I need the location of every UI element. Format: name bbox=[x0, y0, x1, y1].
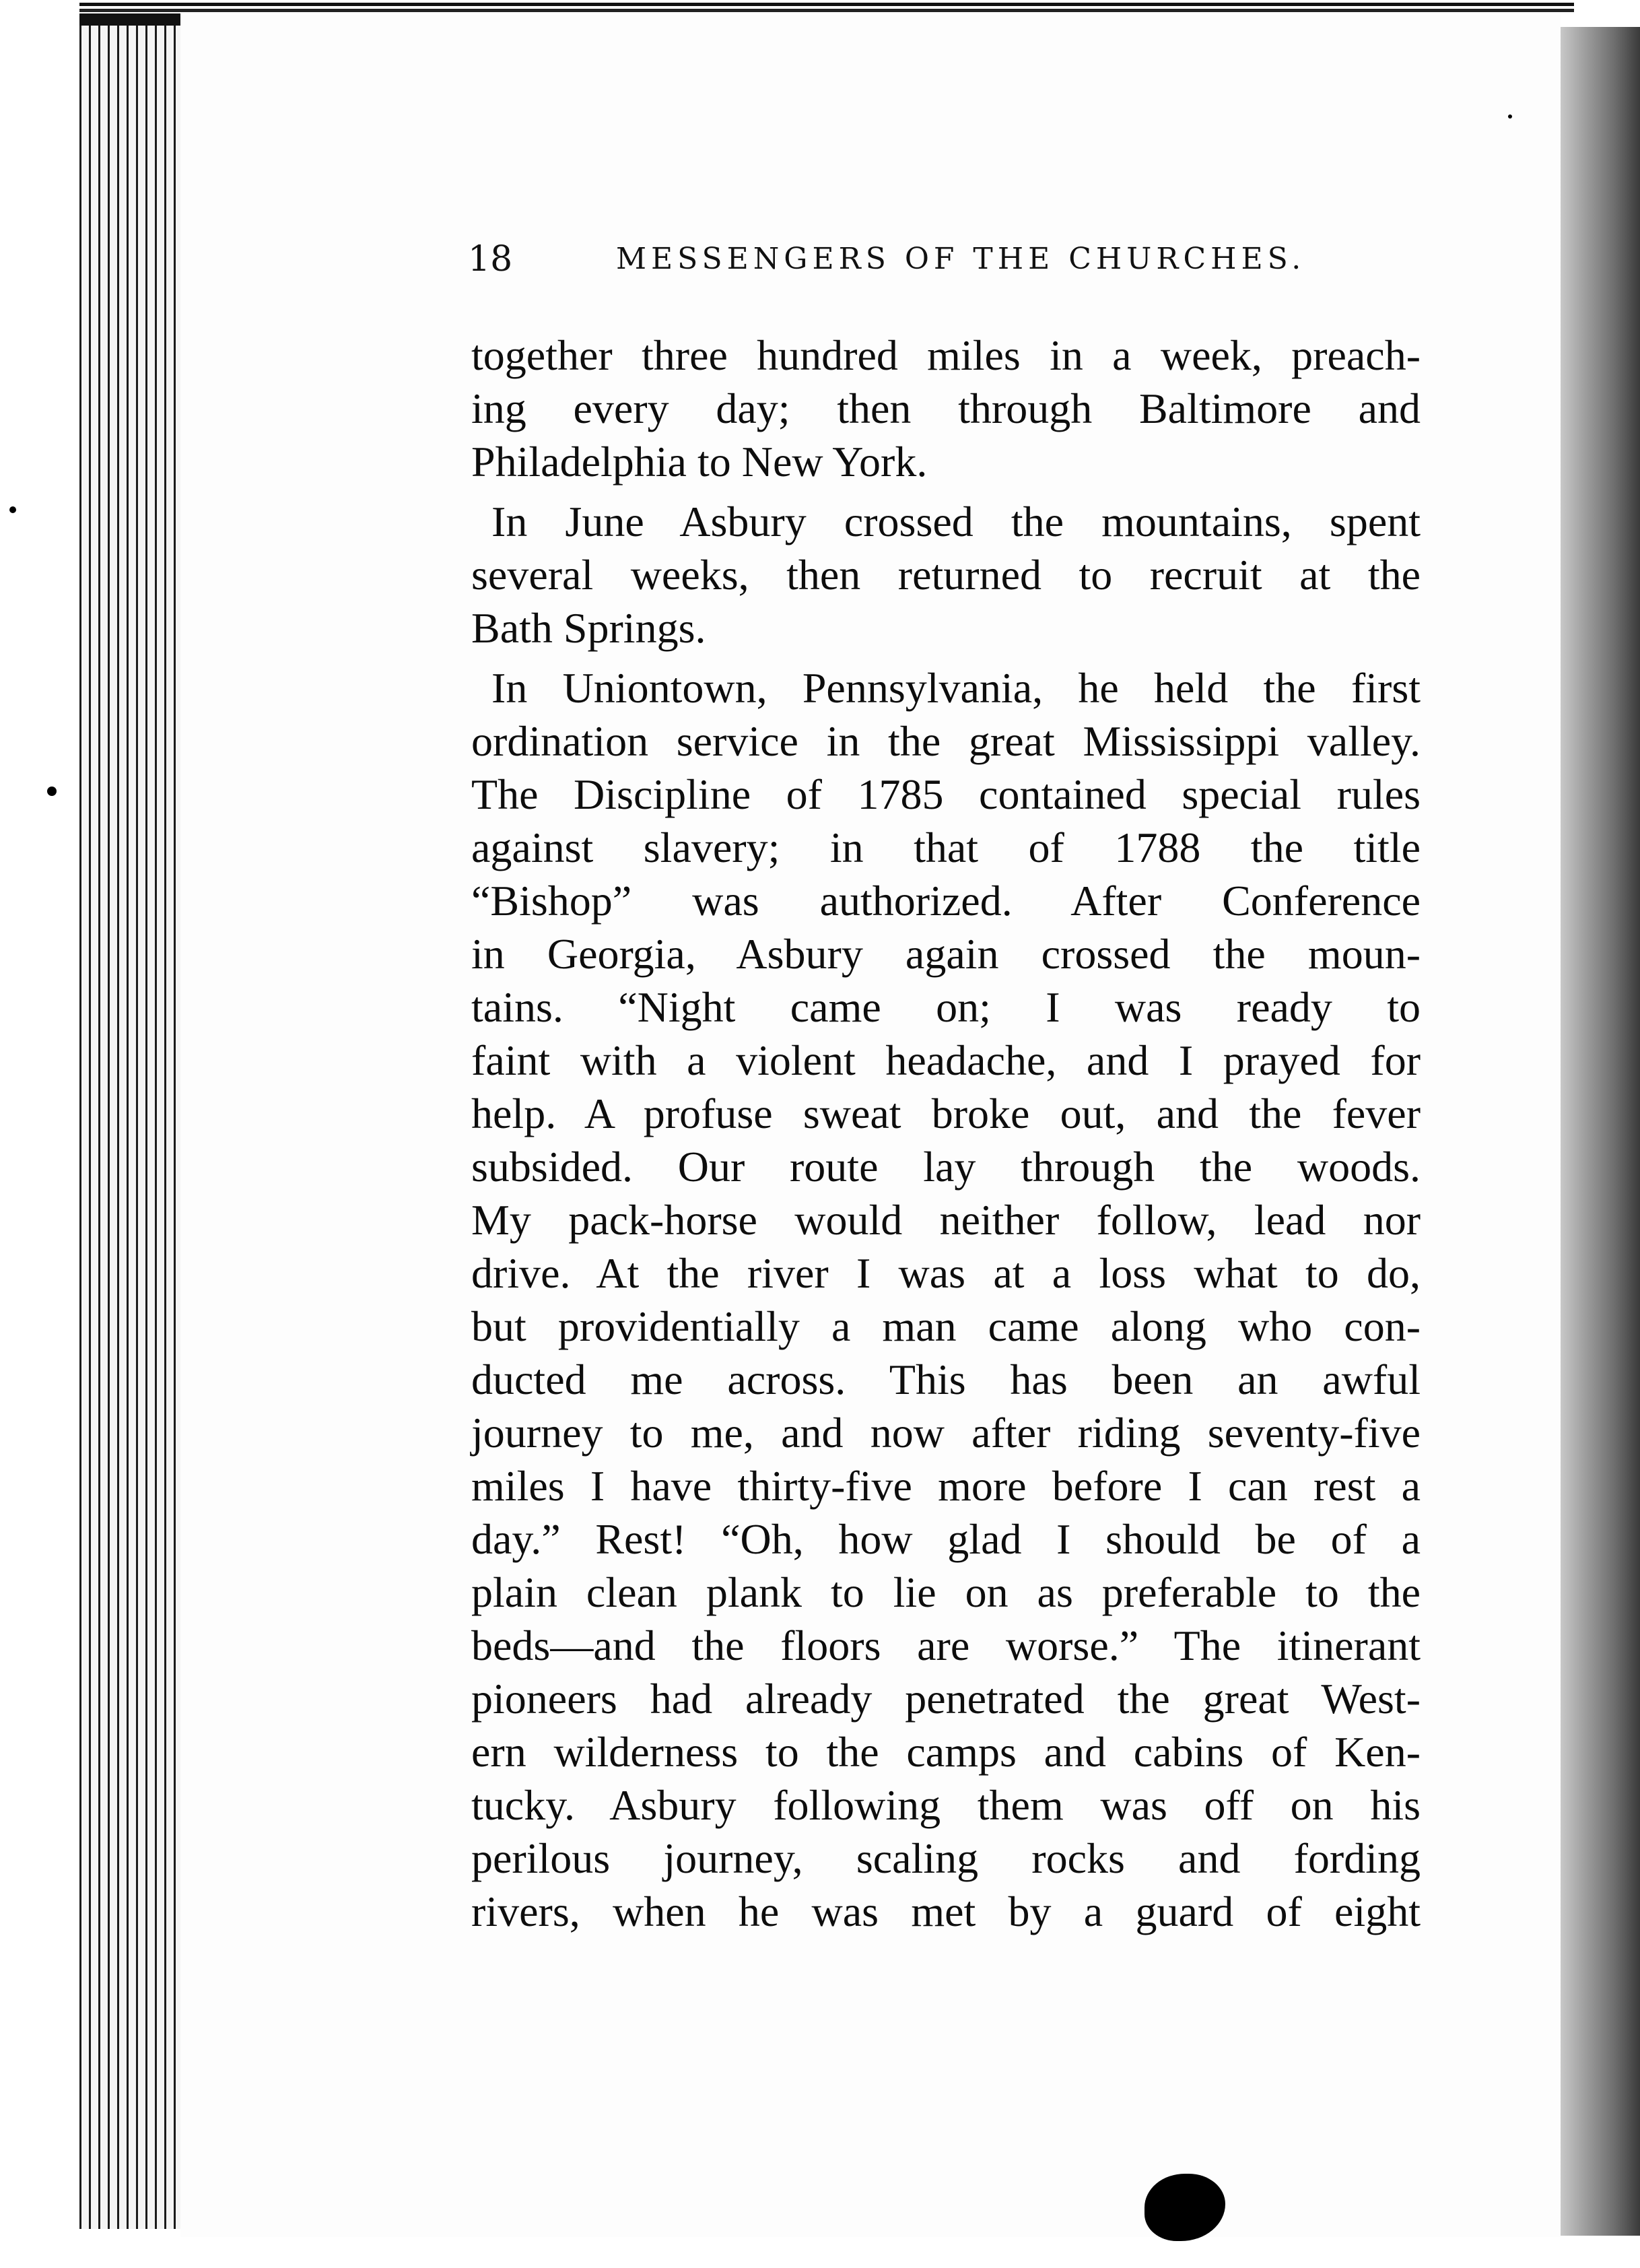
text-line: “Bishop” was authorized. After Conference bbox=[471, 877, 1421, 925]
text-line: My pack-horse would neither follow, lead nor bbox=[471, 1196, 1421, 1244]
text-line: subsided. Our route lay through the woods. bbox=[471, 1143, 1421, 1191]
text-line: journey to me, and now after riding seventy-five bbox=[471, 1409, 1421, 1457]
text-line: but providentially a man came along who con- bbox=[471, 1302, 1421, 1350]
top-border-rule bbox=[79, 0, 1574, 15]
paragraph bbox=[471, 661, 1421, 1938]
dust-speck bbox=[47, 787, 57, 796]
text-line: Bath Springs. bbox=[471, 604, 706, 652]
text-line: ordination service in the great Mississippi valley. bbox=[471, 717, 1421, 765]
text-line: together three hundred miles in a week, preach- bbox=[471, 331, 1421, 379]
text-line: perilous journey, scaling rocks and fording bbox=[471, 1834, 1421, 1882]
binding-shadow bbox=[1561, 27, 1640, 2236]
text-line: help. A profuse sweat broke out, and the fever bbox=[471, 1090, 1421, 1137]
paragraph bbox=[471, 495, 1421, 655]
running-head-title: MESSENGERS OF THE CHURCHES. bbox=[616, 242, 1306, 276]
running-head bbox=[468, 232, 1424, 286]
text-line: ern wilderness to the camps and cabins of Ken- bbox=[471, 1728, 1421, 1776]
text-line: miles I have thirty-five more before I can rest a bbox=[471, 1462, 1421, 1510]
page-number: 18 bbox=[468, 239, 513, 279]
text-line: beds—and the floors are worse.” The itinerant bbox=[471, 1622, 1421, 1669]
dust-speck bbox=[9, 506, 16, 513]
text-line: drive. At the river I was at a loss what to do, bbox=[471, 1249, 1421, 1297]
page-edge-stack bbox=[79, 13, 180, 2229]
text-line: day.” Rest! “Oh, how glad I should be of a bbox=[471, 1515, 1421, 1563]
text-line: rivers, when he was met by a guard of eight bbox=[471, 1888, 1421, 1935]
text-line: The Discipline of 1785 contained special rules bbox=[471, 770, 1421, 818]
text-line: In Uniontown, Pennsylvania, he held the first bbox=[491, 664, 1421, 712]
text-line: several weeks, then returned to recruit at the bbox=[471, 551, 1421, 599]
text-line: plain clean plank to lie on as preferable to the bbox=[471, 1568, 1421, 1616]
text-line: in Georgia, Asbury again crossed the moun- bbox=[471, 930, 1421, 978]
text-line: faint with a violent headache, and I prayed for bbox=[471, 1036, 1421, 1084]
body-text bbox=[471, 329, 1421, 1938]
text-line: tains. “Night came on; I was ready to bbox=[471, 983, 1421, 1031]
dust-speck bbox=[1508, 114, 1512, 119]
text-line: In June Asbury crossed the mountains, spent bbox=[491, 498, 1421, 545]
text-line: Philadelphia to New York. bbox=[471, 438, 928, 486]
paragraph bbox=[471, 329, 1421, 488]
text-line: tucky. Asbury following them was off on his bbox=[471, 1781, 1421, 1829]
text-line: ing every day; then through Baltimore and bbox=[471, 385, 1421, 432]
text-line: ducted me across. This has been an awful bbox=[471, 1356, 1421, 1403]
text-line: against slavery; in that of 1788 the title bbox=[471, 824, 1421, 871]
text-line: pioneers had already penetrated the great West- bbox=[471, 1675, 1421, 1723]
